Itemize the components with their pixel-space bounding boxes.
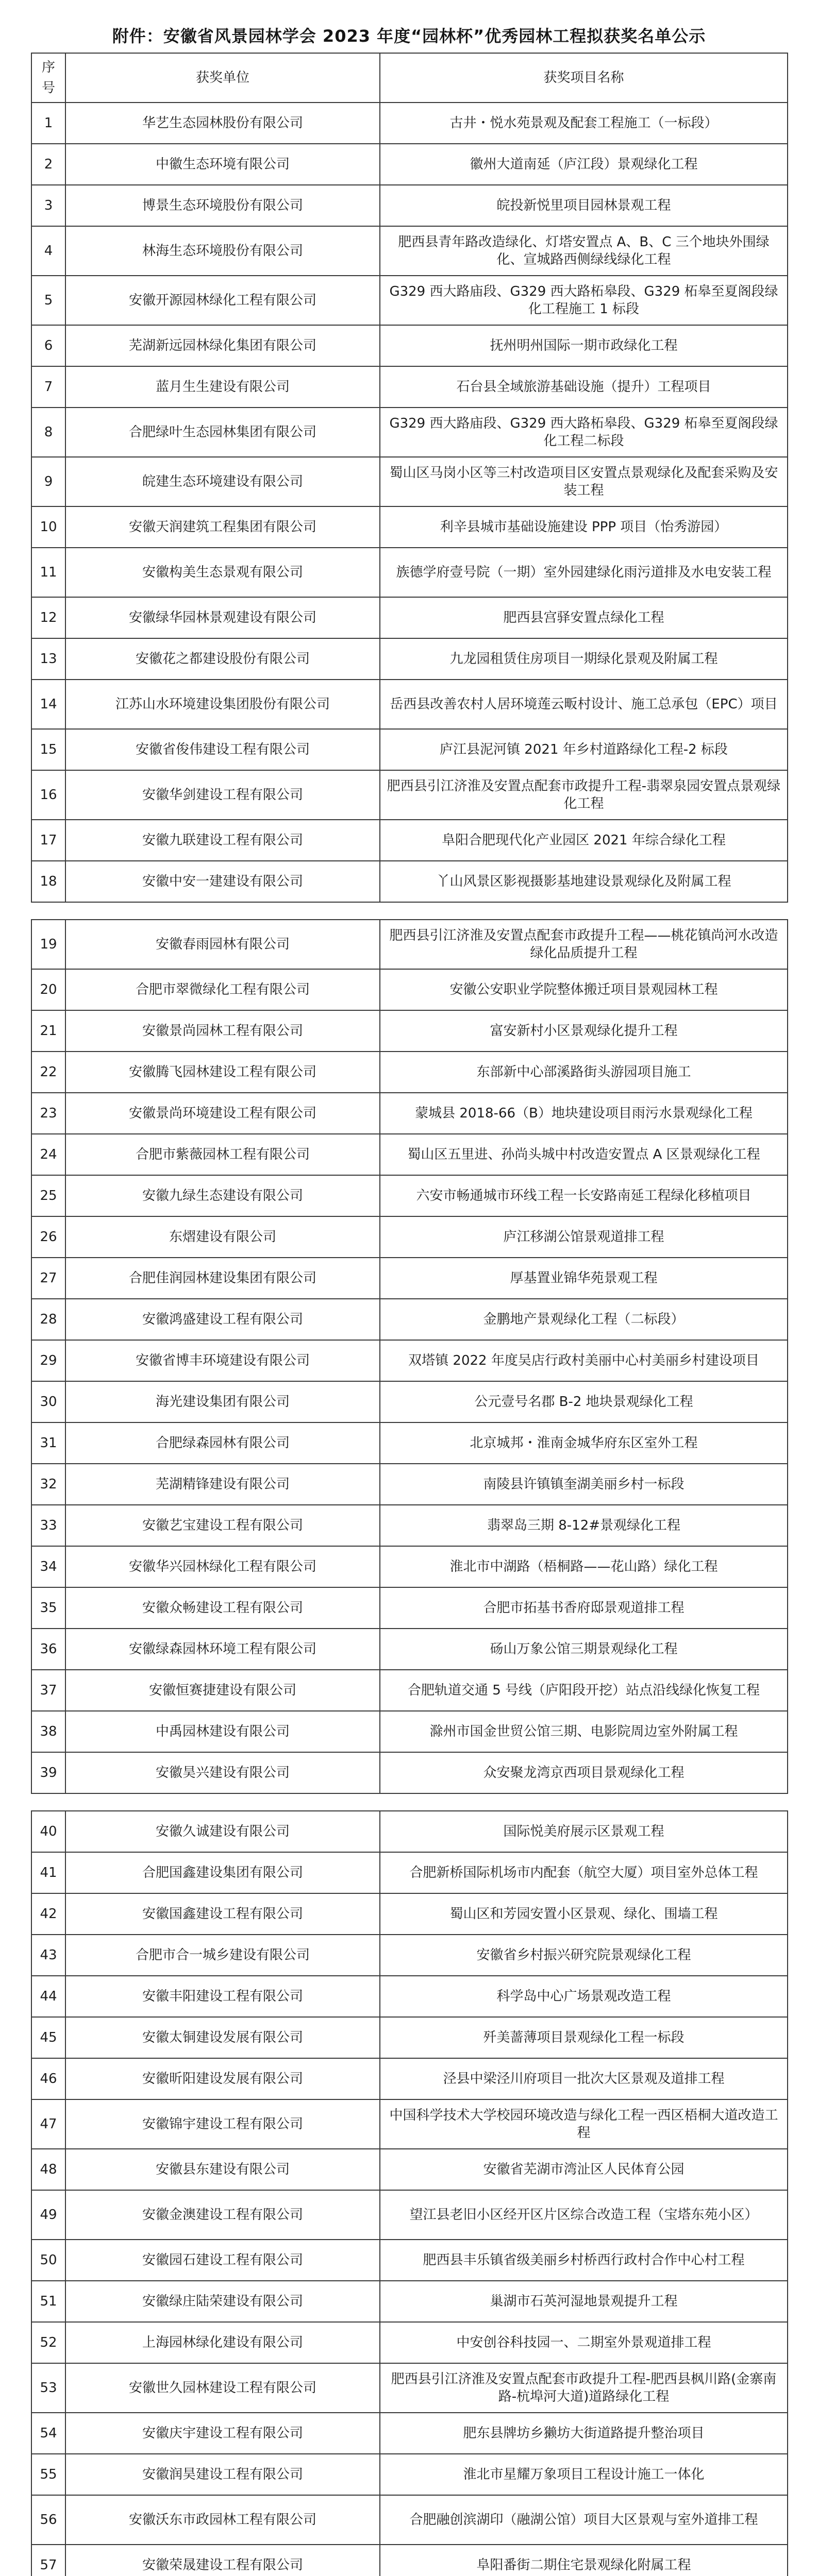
award-unit: 江苏山水环境建设集团股份有限公司 [65,680,380,729]
award-project: 族德学府壹号院（一期）室外园建绿化雨污道排及水电安装工程 [380,548,788,597]
table-row [31,1935,788,1976]
gap-cell [380,1793,788,1811]
award-list-sheet [31,53,787,2576]
row-number: 57 [31,2545,65,2576]
row-number: 47 [31,2099,65,2149]
table-row [31,820,788,861]
row-number: 42 [31,1893,65,1935]
row-number: 2 [31,144,65,185]
table-row [31,1052,788,1093]
row-number: 43 [31,1935,65,1976]
award-unit: 安徽绿华园林景观建设有限公司 [65,597,380,638]
award-project: 石台县全域旅游基础设施（提升）工程项目 [380,366,788,408]
table-row [31,1852,788,1893]
table-row [31,1976,788,2017]
table-row [31,2240,788,2281]
award-unit: 安徽润昊建设工程有限公司 [65,2454,380,2495]
award-unit: 安徽天润建筑工程集团有限公司 [65,506,380,548]
award-project: 合肥轨道交通 5 号线（庐阳段开挖）站点沿线绿化恢复工程 [380,1670,788,1711]
award-unit: 安徽九绿生态建设有限公司 [65,1175,380,1216]
award-unit: 安徽绿庄陆荣建设有限公司 [65,2281,380,2322]
row-number: 32 [31,1464,65,1505]
award-unit: 安徽省俊伟建设工程有限公司 [65,729,380,770]
table-row [31,1299,788,1340]
row-number: 41 [31,1852,65,1893]
award-project: 利辛县城市基础设施建设 PPP 项目（怡秀游园） [380,506,788,548]
header-unit: 获奖单位 [65,53,380,103]
award-unit: 中徽生态环境有限公司 [65,144,380,185]
row-number: 31 [31,1422,65,1464]
table-row [31,1670,788,1711]
table-row [31,2058,788,2099]
table-row [31,103,788,144]
section-gap [31,1793,788,1811]
award-unit: 安徽九联建设工程有限公司 [65,820,380,861]
row-number: 45 [31,2017,65,2058]
gap-cell [31,1793,65,1811]
award-project: 北京城邦・淮南金城华府东区室外工程 [380,1422,788,1464]
award-unit: 蓝月生生建设有限公司 [65,366,380,408]
award-project: 中国科学技术大学校园环境改造与绿化工程一西区梧桐大道改造工程 [380,2099,788,2149]
row-number: 21 [31,1010,65,1052]
table-row [31,770,788,820]
award-project: 肥西县青年路改造绿化、灯塔安置点 A、B、C 三个地块外围绿化、宣城路西侧绿线绿化工程 [380,226,788,276]
award-project: 六安市畅通城市环线工程一长安路南延工程绿化移植项目 [380,1175,788,1216]
award-unit: 安徽众畅建设工程有限公司 [65,1587,380,1629]
table-row [31,1093,788,1134]
row-number: 28 [31,1299,65,1340]
row-number: 53 [31,2363,65,2413]
table-row [31,597,788,638]
row-number: 27 [31,1258,65,1299]
gap-cell [380,902,788,920]
award-unit: 安徽景尚园林工程有限公司 [65,1010,380,1052]
row-number: 55 [31,2454,65,2495]
award-project: 巢湖市石英河湿地景观提升工程 [380,2281,788,2322]
gap-cell [65,902,380,920]
table-row [31,2363,788,2413]
award-project: 合肥市拓基书香府邸景观道排工程 [380,1587,788,1629]
award-project: 众安聚龙湾京西项目景观绿化工程 [380,1752,788,1793]
award-project: 肥西县引江济淮及安置点配套市政提升工程——桃花镇尚河水改造绿化品质提升工程 [380,920,788,969]
row-number: 1 [31,103,65,144]
row-number: 22 [31,1052,65,1093]
table-row [31,1134,788,1175]
table-row [31,144,788,185]
award-project: 庐江移湖公馆景观道排工程 [380,1216,788,1258]
section-gap [31,902,788,920]
award-unit: 安徽花之都建设股份有限公司 [65,638,380,680]
table-row [31,2149,788,2190]
award-project: 金鹏地产景观绿化工程（二标段） [380,1299,788,1340]
table-row [31,1216,788,1258]
award-project: 东部新中心部溪路街头游园项目施工 [380,1052,788,1093]
row-number: 40 [31,1811,65,1852]
award-project: 泾县中梁泾川府项目一批次大区景观及道排工程 [380,2058,788,2099]
row-number: 38 [31,1711,65,1752]
award-project: 肥西县丰乐镇省级美丽乡村桥西行政村合作中心村工程 [380,2240,788,2281]
row-number: 33 [31,1505,65,1546]
award-project: 砀山万象公馆三期景观绿化工程 [380,1629,788,1670]
award-project: 安徽省乡村振兴研究院景观绿化工程 [380,1935,788,1976]
award-project: G329 西大路庙段、G329 西大路柘皋段、G329 柘皋至夏阁段绿化工程二标段 [380,408,788,457]
award-project: 蜀山区五里进、孙尚头城中村改造安置点 A 区景观绿化工程 [380,1134,788,1175]
award-project: 合肥融创滨湖印（融湖公馆）项目大区景观与室外道排工程 [380,2495,788,2545]
award-project: 安徽公安职业学院整体搬迁项目景观园林工程 [380,969,788,1010]
table-row [31,408,788,457]
table-row [31,2322,788,2363]
award-unit: 安徽久诚建设有限公司 [65,1811,380,1852]
table-row [31,680,788,729]
award-unit: 安徽丰阳建设工程有限公司 [65,1976,380,2017]
row-number: 54 [31,2413,65,2454]
row-number: 18 [31,861,65,902]
document-title: 附件：安徽省风景园林学会 2023 年度“园林杯”优秀园林工程拟获奖名单公示 [112,26,706,46]
row-number: 5 [31,276,65,325]
row-number: 46 [31,2058,65,2099]
award-project: 中安创谷科技园一、二期室外景观道排工程 [380,2322,788,2363]
row-number: 11 [31,548,65,597]
table-row [31,1505,788,1546]
award-project: G329 西大路庙段、G329 西大路柘皋段、G329 柘皋至夏阁段绿化工程施工 1 标段 [380,276,788,325]
table-row [31,969,788,1010]
table-row [31,2413,788,2454]
row-number: 52 [31,2322,65,2363]
award-project: 安徽省芜湖市湾沚区人民体育公园 [380,2149,788,2190]
header-seq: 序号 [31,53,65,103]
row-number: 50 [31,2240,65,2281]
award-project: 蒙城县 2018-66（B）地块建设项目雨污水景观绿化工程 [380,1093,788,1134]
award-unit: 海光建设集团有限公司 [65,1381,380,1422]
award-project: 淮北市星耀万象项目工程设计施工一体化 [380,2454,788,2495]
table-row [31,2545,788,2576]
table-row [31,1381,788,1422]
award-unit: 合肥国鑫建设集团有限公司 [65,1852,380,1893]
award-project: 淮北市中湖路（梧桐路——花山路）绿化工程 [380,1546,788,1587]
award-unit: 合肥绿叶生态园林集团有限公司 [65,408,380,457]
award-unit: 安徽省博丰环境建设有限公司 [65,1340,380,1381]
award-project: 抚州明州国际一期市政绿化工程 [380,325,788,366]
award-project: 歼美蔷薄项目景观绿化工程一标段 [380,2017,788,2058]
table-row [31,1422,788,1464]
award-unit: 安徽中安一建建设有限公司 [65,861,380,902]
award-unit: 芜湖新远园林绿化集团有限公司 [65,325,380,366]
table-row [31,1258,788,1299]
table-row [31,2454,788,2495]
table-row [31,1752,788,1793]
award-unit: 安徽园石建设工程有限公司 [65,2240,380,2281]
award-project: 阜阳番街二期住宅景观绿化附属工程 [380,2545,788,2576]
award-unit: 安徽腾飞园林建设工程有限公司 [65,1052,380,1093]
award-unit: 安徽荣晟建设工程有限公司 [65,2545,380,2576]
award-unit: 博景生态环境股份有限公司 [65,185,380,226]
row-number: 10 [31,506,65,548]
award-project: 蜀山区马岗小区等三村改造项目区安置点景观绿化及配套采购及安装工程 [380,457,788,506]
row-number: 56 [31,2495,65,2545]
row-number: 49 [31,2190,65,2240]
award-unit: 安徽太铜建设发展有限公司 [65,2017,380,2058]
row-number: 29 [31,1340,65,1381]
award-project: 南陵县许镇镇奎湖美丽乡村一标段 [380,1464,788,1505]
table-row [31,1546,788,1587]
table-row [31,506,788,548]
table-row [31,548,788,597]
award-unit: 东熠建设有限公司 [65,1216,380,1258]
table-row [31,2190,788,2240]
award-unit: 合肥佳润园林建设集团有限公司 [65,1258,380,1299]
row-number: 37 [31,1670,65,1711]
row-number: 26 [31,1216,65,1258]
award-project: 双塔镇 2022 年度吴店行政村美丽中心村美丽乡村建设项目 [380,1340,788,1381]
award-project: 科学岛中心广场景观改造工程 [380,1976,788,2017]
row-number: 44 [31,1976,65,2017]
award-unit: 安徽艺宝建设工程有限公司 [65,1505,380,1546]
award-project: 厚基置业锦华苑景观工程 [380,1258,788,1299]
table-row [31,2099,788,2149]
table-row [31,1464,788,1505]
award-unit: 安徽县东建设有限公司 [65,2149,380,2190]
row-number: 36 [31,1629,65,1670]
table-row [31,2495,788,2545]
award-project: 望江县老旧小区经开区片区综合改造工程（宝塔东苑小区） [380,2190,788,2240]
row-number: 25 [31,1175,65,1216]
document-page [31,20,787,2576]
award-unit: 皖建生态环境建设有限公司 [65,457,380,506]
row-number: 34 [31,1546,65,1587]
row-number: 12 [31,597,65,638]
award-project: 肥西县宫驿安置点绿化工程 [380,597,788,638]
gap-cell [31,902,65,920]
award-project: 庐江县泥河镇 2021 年乡村道路绿化工程-2 标段 [380,729,788,770]
table-row [31,861,788,902]
award-unit: 华艺生态园林股份有限公司 [65,103,380,144]
award-unit: 安徽景尚环境建设工程有限公司 [65,1093,380,1134]
table-row [31,1629,788,1670]
row-number: 35 [31,1587,65,1629]
table-row [31,1587,788,1629]
award-unit: 安徽锦宇建设工程有限公司 [65,2099,380,2149]
award-project: 富安新村小区景观绿化提升工程 [380,1010,788,1052]
row-number: 3 [31,185,65,226]
award-project: 滁州市国金世贸公馆三期、电影院周边室外附属工程 [380,1711,788,1752]
row-number: 14 [31,680,65,729]
award-project: 皖投新悦里项目园林景观工程 [380,185,788,226]
row-number: 6 [31,325,65,366]
award-unit: 安徽构美生态景观有限公司 [65,548,380,597]
row-number: 19 [31,920,65,969]
table-row [31,2017,788,2058]
award-project: 古井・悦水苑景观及配套工程施工（一标段） [380,103,788,144]
table-row [31,1711,788,1752]
row-number: 15 [31,729,65,770]
award-unit: 安徽金澳建设工程有限公司 [65,2190,380,2240]
award-unit: 安徽华剑建设工程有限公司 [65,770,380,820]
row-number: 24 [31,1134,65,1175]
table-row [31,2281,788,2322]
award-unit: 安徽春雨园林有限公司 [65,920,380,969]
table-row [31,729,788,770]
award-table [31,53,788,2576]
table-row [31,1893,788,1935]
row-number: 16 [31,770,65,820]
award-unit: 安徽恒赛捷建设有限公司 [65,1670,380,1711]
header-project: 获奖项目名称 [380,53,788,103]
award-unit: 合肥市合一城乡建设有限公司 [65,1935,380,1976]
table-row [31,457,788,506]
row-number: 13 [31,638,65,680]
award-project: 肥西县引江济淮及安置点配套市政提升工程-翡翠泉园安置点景观绿化工程 [380,770,788,820]
award-unit: 安徽昕阳建设发展有限公司 [65,2058,380,2099]
award-unit: 安徽庆宇建设工程有限公司 [65,2413,380,2454]
award-project: 公元壹号名郡 B-2 地块景观绿化工程 [380,1381,788,1422]
row-number: 4 [31,226,65,276]
award-project: 丫山风景区影视摄影基地建设景观绿化及附属工程 [380,861,788,902]
award-unit: 合肥绿森园林有限公司 [65,1422,380,1464]
award-project: 岳西县改善农村人居环境莲云畈村设计、施工总承包（EPC）项目 [380,680,788,729]
award-unit: 芜湖精锋建设有限公司 [65,1464,380,1505]
table-row [31,276,788,325]
award-project: 阜阳合肥现代化产业园区 2021 年综合绿化工程 [380,820,788,861]
table-row [31,1811,788,1852]
table-row [31,366,788,408]
table-row [31,1340,788,1381]
award-unit: 安徽昊兴建设有限公司 [65,1752,380,1793]
row-number: 30 [31,1381,65,1422]
award-unit: 安徽开源园林绿化工程有限公司 [65,276,380,325]
row-number: 8 [31,408,65,457]
row-number: 39 [31,1752,65,1793]
award-unit: 上海园林绿化建设有限公司 [65,2322,380,2363]
row-number: 17 [31,820,65,861]
table-row [31,325,788,366]
row-number: 9 [31,457,65,506]
table-row [31,1175,788,1216]
row-number: 51 [31,2281,65,2322]
table-row [31,226,788,276]
award-project: 九龙园租赁住房项目一期绿化景观及附属工程 [380,638,788,680]
award-unit: 安徽鸿盛建设工程有限公司 [65,1299,380,1340]
award-unit: 合肥市翠微绿化工程有限公司 [65,969,380,1010]
award-project: 蜀山区和芳园安置小区景观、绿化、围墙工程 [380,1893,788,1935]
award-unit: 合肥市紫薇园林工程有限公司 [65,1134,380,1175]
award-unit: 中禹园林建设有限公司 [65,1711,380,1752]
table-row [31,185,788,226]
table-header-row [31,53,788,103]
row-number: 20 [31,969,65,1010]
award-unit: 安徽华兴园林绿化工程有限公司 [65,1546,380,1587]
table-row [31,638,788,680]
award-project: 合肥新桥国际机场市内配套（航空大厦）项目室外总体工程 [380,1852,788,1893]
award-project: 徽州大道南延（庐江段）景观绿化工程 [380,144,788,185]
award-project: 国际悦美府展示区景观工程 [380,1811,788,1852]
award-unit: 安徽世久园林建设工程有限公司 [65,2363,380,2413]
gap-cell [65,1793,380,1811]
row-number: 23 [31,1093,65,1134]
award-project: 肥东县牌坊乡獭坊大街道路提升整治项目 [380,2413,788,2454]
award-unit: 安徽国鑫建设工程有限公司 [65,1893,380,1935]
row-number: 7 [31,366,65,408]
award-project: 翡翠岛三期 8-12#景观绿化工程 [380,1505,788,1546]
award-unit: 安徽沃东市政园林工程有限公司 [65,2495,380,2545]
table-row [31,920,788,969]
award-unit: 林海生态环境股份有限公司 [65,226,380,276]
award-project: 肥西县引江济淮及安置点配套市政提升工程-肥西县枫川路(金寨南路-杭埠河大道)道路绿化工程 [380,2363,788,2413]
table-row [31,1010,788,1052]
award-unit: 安徽绿森园林环境工程有限公司 [65,1629,380,1670]
row-number: 48 [31,2149,65,2190]
